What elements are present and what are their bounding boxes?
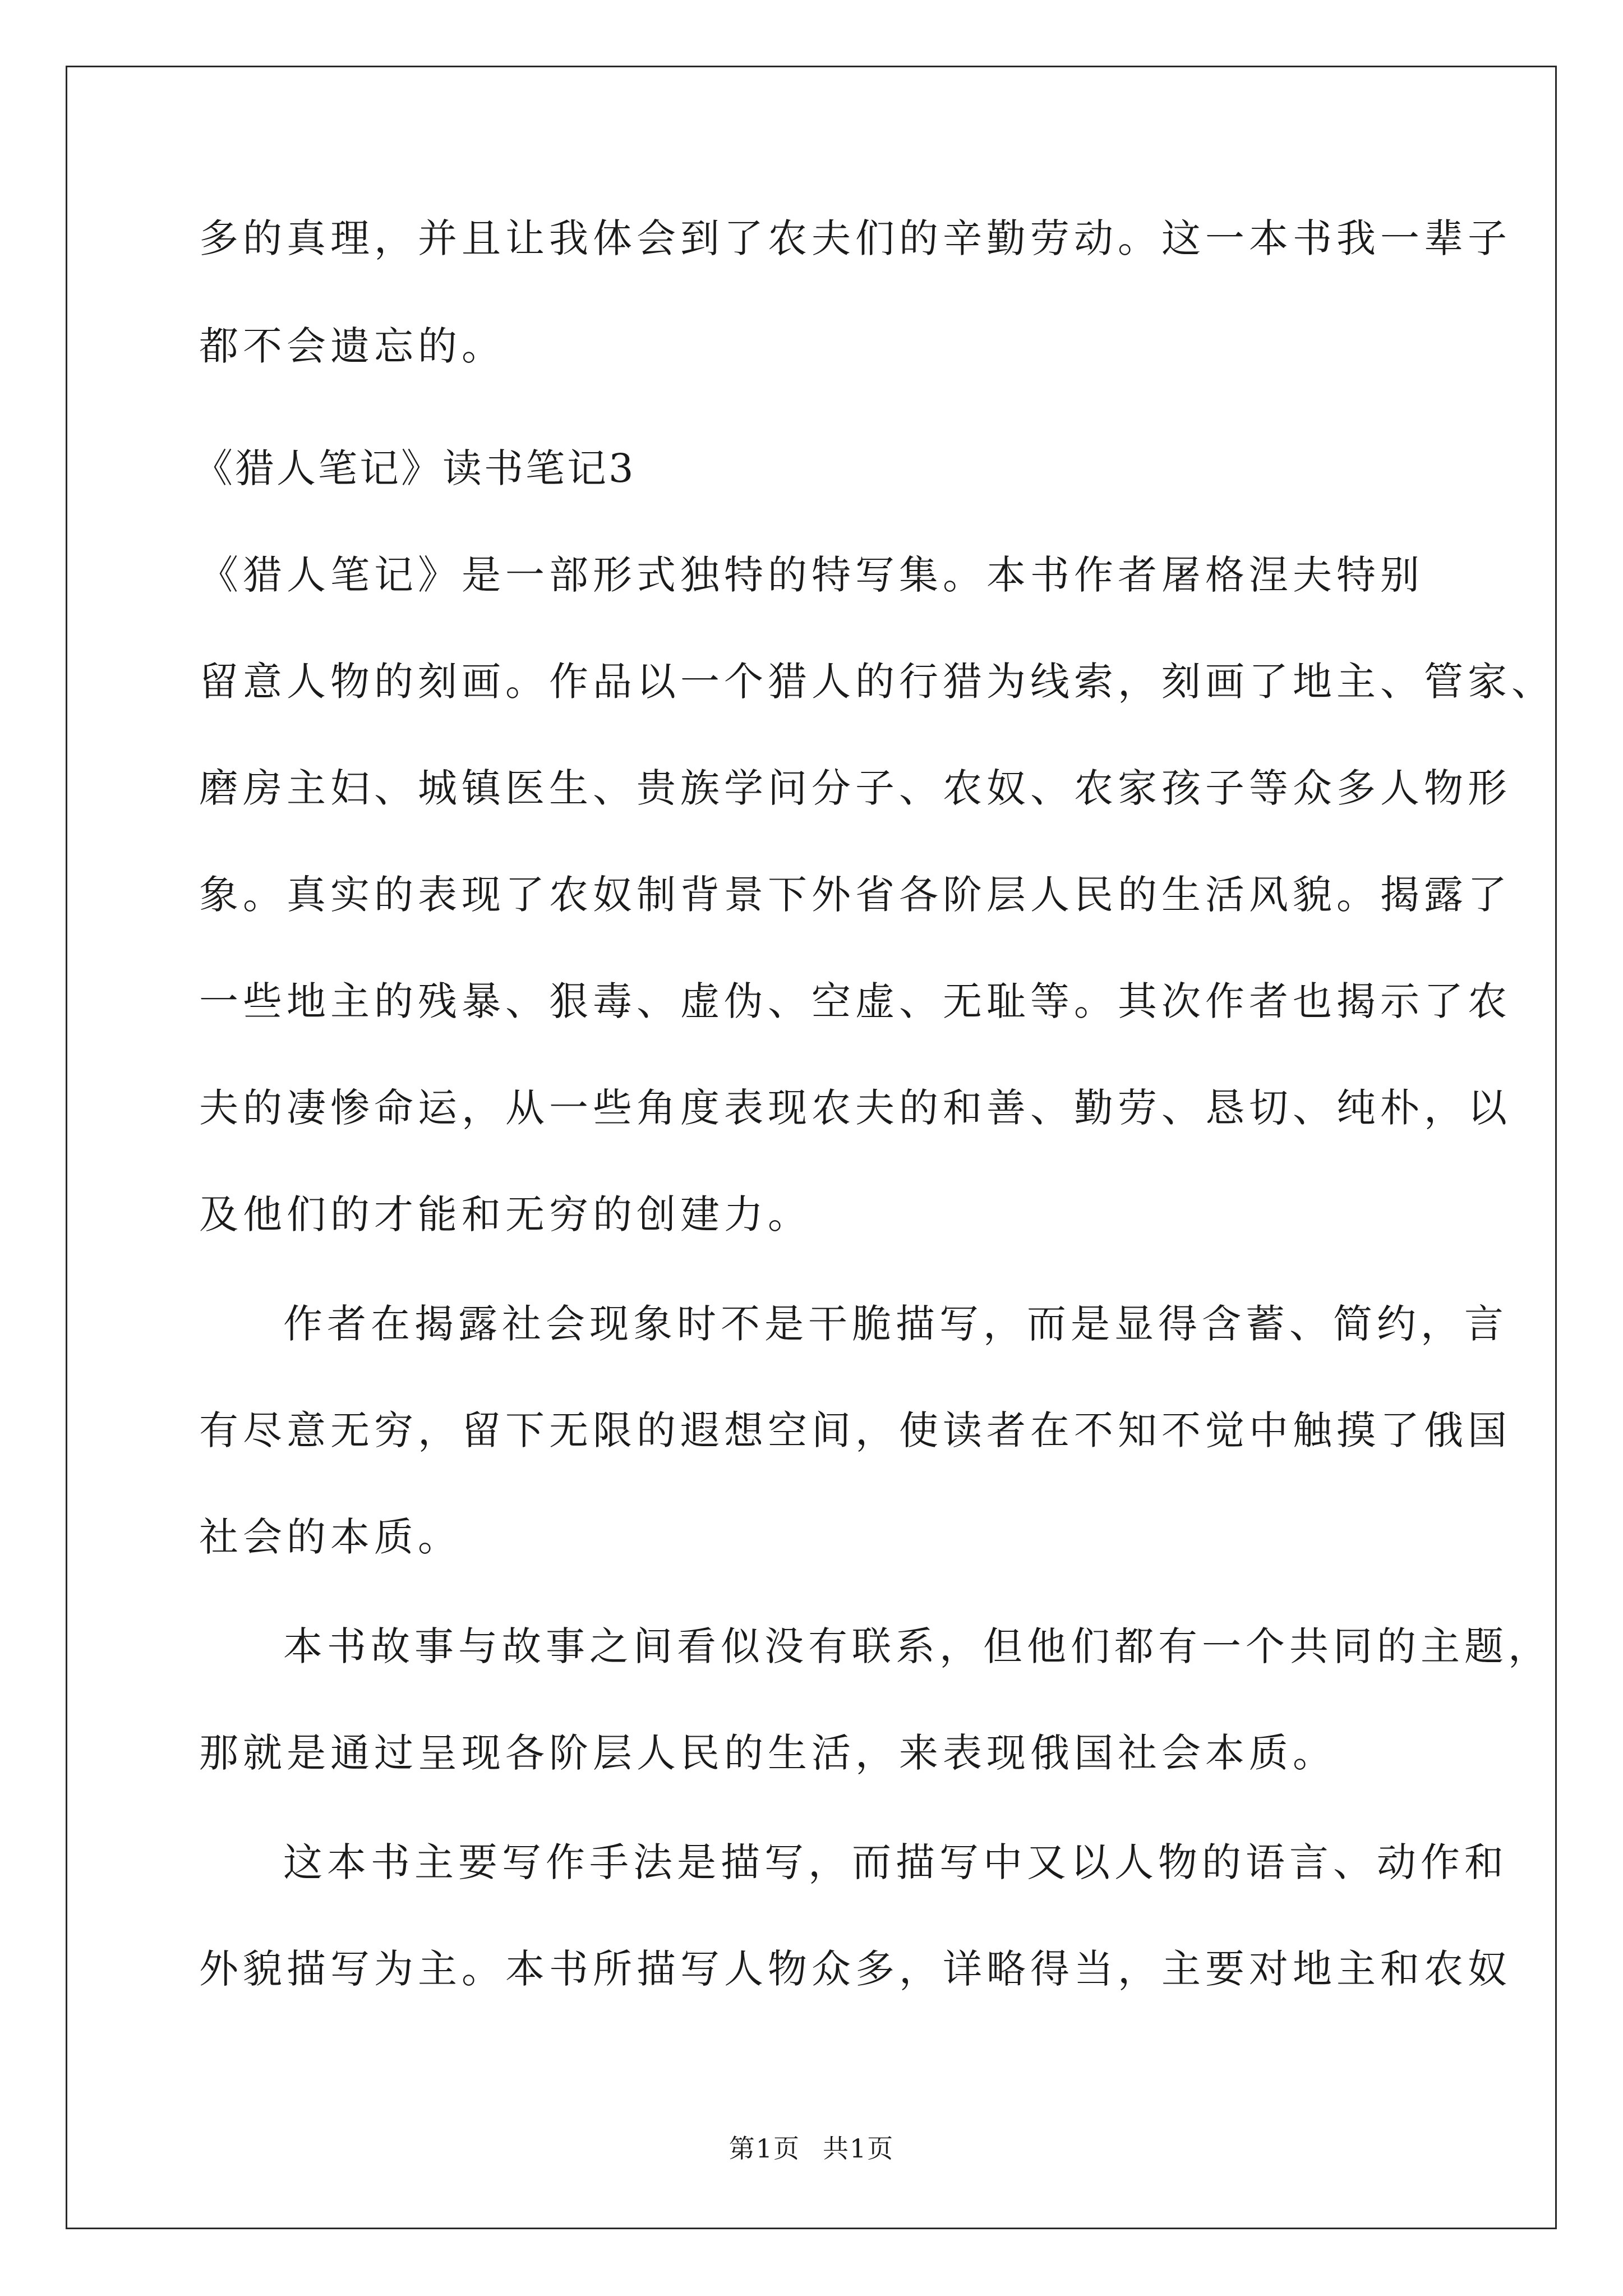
paragraph-first-line: 《猎人笔记》是一部形式独特的特写集。本书作者屠格涅夫特别 <box>199 552 1424 598</box>
page-total: 共1页 <box>823 2133 895 2164</box>
text-line: 多的真理，并且让我体会到了农夫们的辛勤劳动。这一本书我一辈子 <box>199 215 1511 261</box>
page-number: 第1页 <box>728 2133 800 2164</box>
text-line: 那就是通过呈现各阶层人民的生活，来表现俄国社会本质。 <box>199 1730 1336 1776</box>
text-line: 夫的凄惨命运，从一些角度表现农夫的和善、勤劳、恳切、纯朴，以 <box>199 1085 1511 1131</box>
text-line: 外貌描写为主。本书所描写人物众多，详略得当，主要对地主和农奴 <box>199 1946 1511 1992</box>
paragraph-first-line: 这本书主要写作手法是描写，而描写中又以人物的语言、动作和 <box>283 1839 1508 1885</box>
text-line: 社会的本质。 <box>199 1514 462 1560</box>
text-line: 都不会遗忘的。 <box>199 323 505 369</box>
text-line: 象。真实的表现了农奴制背景下外省各阶层人民的生活风貌。揭露了 <box>199 872 1511 918</box>
text-line: 有尽意无穷，留下无限的遐想空间，使读者在不知不觉中触摸了俄国 <box>199 1407 1511 1453</box>
section-heading: 《猎人笔记》读书笔记3 <box>193 445 636 491</box>
text-line: 磨房主妇、城镇医生、贵族学问分子、农奴、农家孩子等众多人物形 <box>199 765 1511 811</box>
page-footer <box>0 2132 1623 2165</box>
text-line: 及他们的才能和无穷的创建力。 <box>199 1191 811 1237</box>
text-line: 留意人物的刻画。作品以一个猎人的行猎为线索，刻画了地主、管家、 <box>199 659 1555 705</box>
paragraph-first-line: 本书故事与故事之间看似没有联系，但他们都有一个共同的主题， <box>283 1623 1552 1669</box>
text-line: 一些地主的残暴、狠毒、虚伪、空虚、无耻等。其次作者也揭示了农 <box>199 978 1511 1024</box>
paragraph-first-line: 作者在揭露社会现象时不是干脆描写，而是显得含蓄、简约，言 <box>283 1301 1508 1347</box>
page-border <box>66 66 1557 2229</box>
